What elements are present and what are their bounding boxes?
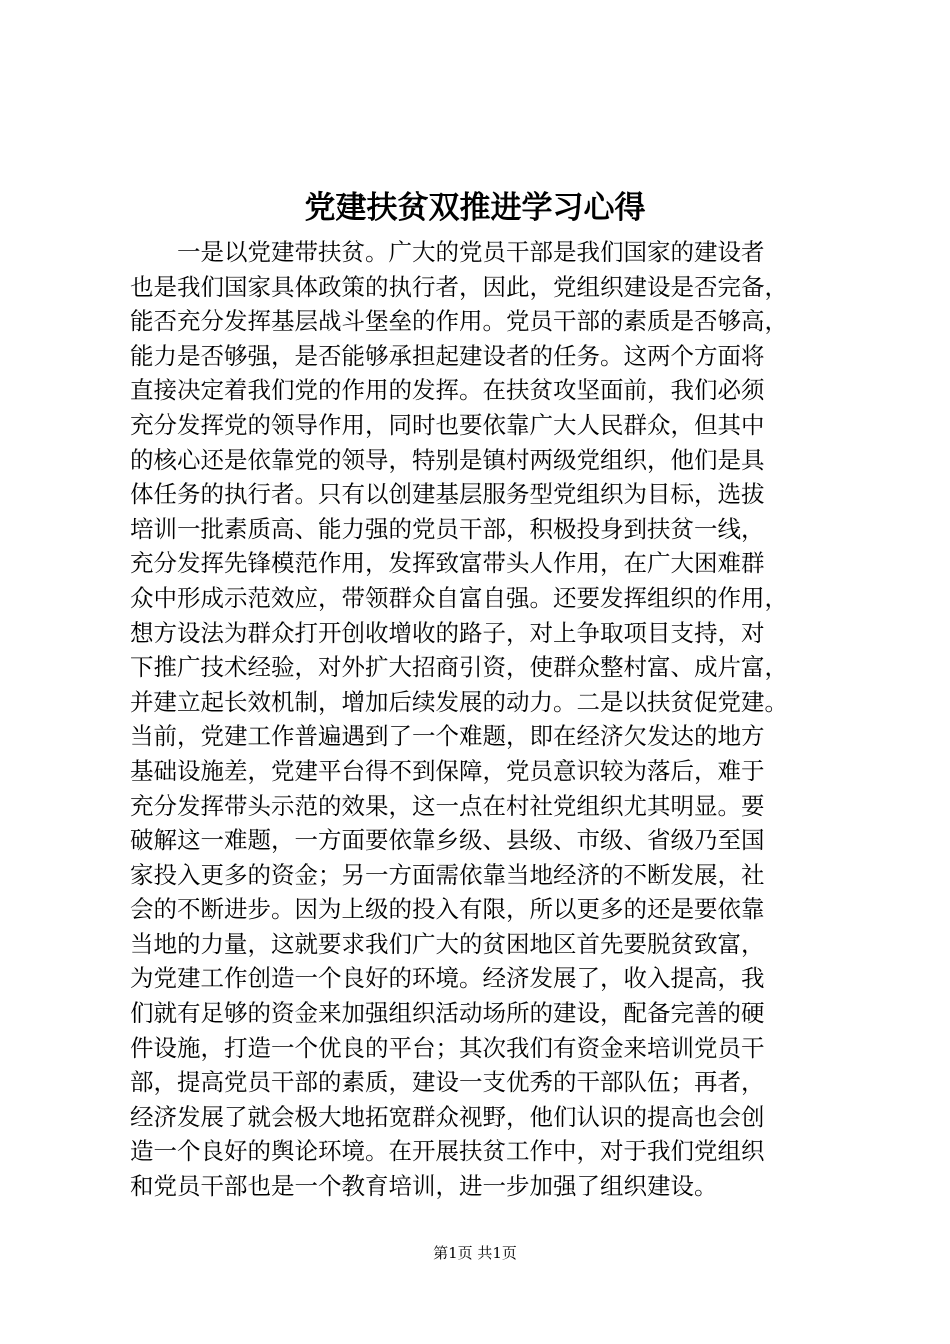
document-body bbox=[130, 235, 860, 1204]
body-line: 众中形成示范效应，带领群众自富自强。还要发挥组织的作用， bbox=[130, 583, 788, 612]
body-line: 为党建工作创造一个良好的环境。经济发展了，收入提高，我 bbox=[130, 964, 765, 993]
body-line: 和党员干部也是一个教育培训，进一步加强了组织建设。 bbox=[130, 1172, 718, 1201]
document-title: 党建扶贫双推进学习心得 bbox=[304, 190, 646, 226]
body-line: 基础设施差，党建平台得不到保障，党员意识较为落后，难于 bbox=[130, 756, 765, 785]
body-line: 充分发挥带头示范的效果，这一点在村社党组织尤其明显。要 bbox=[130, 791, 765, 820]
page-number-footer: 第1页 共1页 bbox=[433, 1244, 517, 1262]
body-line: 能力是否够强，是否能够承担起建设者的任务。这两个方面将 bbox=[130, 341, 765, 370]
body-line: 件设施，打造一个优良的平台；其次我们有资金来培训党员干 bbox=[130, 1033, 765, 1062]
body-line: 们就有足够的资金来加强组织活动场所的建设，配备完善的硬 bbox=[130, 999, 765, 1028]
body-line: 充分发挥党的领导作用，同时也要依靠广大人民群众，但其中 bbox=[130, 410, 765, 439]
body-line: 能否充分发挥基层战斗堡垒的作用。党员干部的素质是否够高， bbox=[130, 307, 788, 336]
body-line: 家投入更多的资金；另一方面需依靠当地经济的不断发展，社 bbox=[130, 860, 765, 889]
body-line: 体任务的执行者。只有以创建基层服务型党组织为目标，选拔 bbox=[130, 480, 765, 509]
body-line: 当前，党建工作普遍遇到了一个难题，即在经济欠发达的地方 bbox=[130, 722, 765, 751]
body-line: 直接决定着我们党的作用的发挥。在扶贫攻坚面前，我们必须 bbox=[130, 376, 765, 405]
body-line: 造一个良好的舆论环境。在开展扶贫工作中，对于我们党组织 bbox=[130, 1137, 765, 1166]
body-line: 的核心还是依靠党的领导，特别是镇村两级党组织，他们是具 bbox=[130, 445, 765, 474]
body-line: 充分发挥先锋模范作用，发挥致富带头人作用，在广大困难群 bbox=[130, 549, 765, 578]
body-line: 部，提高党员干部的素质，建设一支优秀的干部队伍；再者， bbox=[130, 1068, 765, 1097]
body-line: 培训一批素质高、能力强的党员干部，积极投身到扶贫一线， bbox=[130, 514, 765, 543]
body-line: 会的不断进步。因为上级的投入有限，所以更多的还是要依靠 bbox=[130, 895, 765, 924]
body-line: 一是以党建带扶贫。广大的党员干部是我们国家的建设者 bbox=[177, 238, 765, 266]
body-line: 经济发展了就会极大地拓宽群众视野，他们认识的提高也会创 bbox=[130, 1102, 765, 1131]
body-line: 当地的力量，这就要求我们广大的贫困地区首先要脱贫致富， bbox=[130, 929, 765, 958]
body-line: 破解这一难题，一方面要依靠乡级、县级、市级、省级乃至国 bbox=[130, 826, 765, 855]
body-line: 想方设法为群众打开创收增收的路子，对上争取项目支持，对 bbox=[130, 618, 765, 647]
body-line: 也是我们国家具体政策的执行者，因此，党组织建设是否完备， bbox=[130, 272, 788, 301]
body-line: 并建立起长效机制，增加后续发展的动力。二是以扶贫促党建。 bbox=[130, 687, 788, 716]
body-line: 下推广技术经验，对外扩大招商引资，使群众整村富、成片富， bbox=[130, 653, 788, 682]
